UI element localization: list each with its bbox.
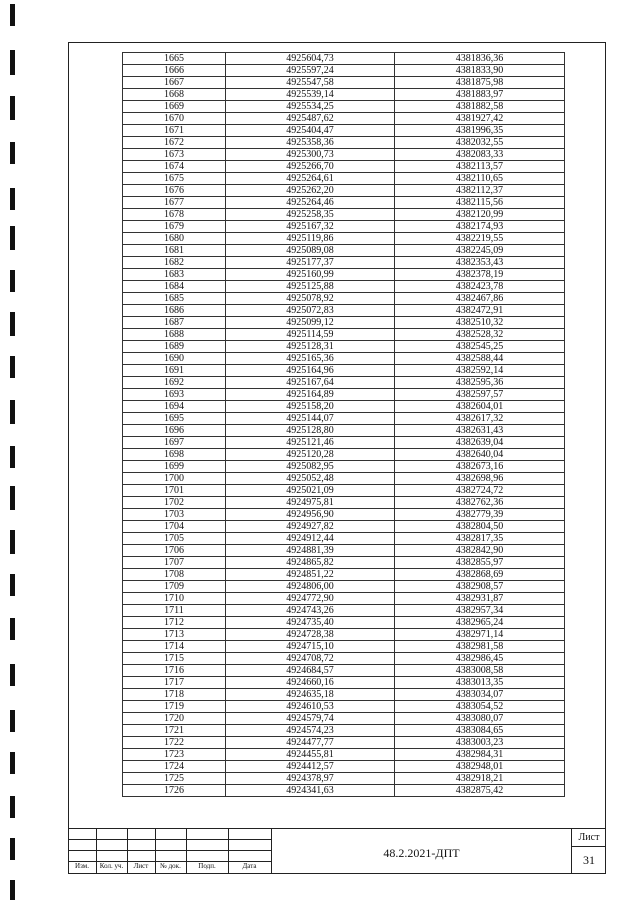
point-number-cell: 1672 xyxy=(123,137,226,149)
y-coordinate-cell: 4382597,57 xyxy=(395,389,565,401)
y-coordinate-cell: 4382112,37 xyxy=(395,185,565,197)
binder-mark xyxy=(10,446,15,468)
point-number-cell: 1674 xyxy=(123,161,226,173)
y-coordinate-cell: 4382545,25 xyxy=(395,341,565,353)
y-coordinate-cell: 4383003,23 xyxy=(395,737,565,749)
table-row xyxy=(123,617,565,629)
table-row xyxy=(123,377,565,389)
table-row xyxy=(123,677,565,689)
y-coordinate-cell: 4381875,98 xyxy=(395,77,565,89)
table-row xyxy=(123,569,565,581)
table-row xyxy=(123,221,565,233)
table-row xyxy=(123,281,565,293)
point-number-cell: 1723 xyxy=(123,749,226,761)
table-row xyxy=(123,773,565,785)
grid-line xyxy=(68,839,271,840)
point-number-cell: 1686 xyxy=(123,305,226,317)
label-list: Лист xyxy=(133,862,149,870)
table-row xyxy=(123,485,565,497)
point-number-cell: 1696 xyxy=(123,425,226,437)
table-row xyxy=(123,317,565,329)
y-coordinate-cell: 4382698,96 xyxy=(395,473,565,485)
point-number-cell: 1714 xyxy=(123,641,226,653)
binder-mark xyxy=(10,96,15,120)
point-number-cell: 1719 xyxy=(123,701,226,713)
y-coordinate-cell: 4382724,72 xyxy=(395,485,565,497)
table-row xyxy=(123,401,565,413)
x-coordinate-cell: 4925089,08 xyxy=(226,245,395,257)
document-code: 48.2.2021-ДПТ xyxy=(271,829,571,874)
x-coordinate-cell: 4924579,74 xyxy=(226,713,395,725)
x-coordinate-cell: 4925262,20 xyxy=(226,185,395,197)
y-coordinate-cell: 4382083,33 xyxy=(395,149,565,161)
x-coordinate-cell: 4924881,39 xyxy=(226,545,395,557)
table-row xyxy=(123,425,565,437)
point-number-cell: 1722 xyxy=(123,737,226,749)
x-coordinate-cell: 4924956,90 xyxy=(226,509,395,521)
point-number-cell: 1713 xyxy=(123,629,226,641)
point-number-cell: 1675 xyxy=(123,173,226,185)
x-coordinate-cell: 4925078,92 xyxy=(226,293,395,305)
table-row xyxy=(123,605,565,617)
x-coordinate-cell: 4925165,36 xyxy=(226,353,395,365)
y-coordinate-cell: 4382817,35 xyxy=(395,533,565,545)
x-coordinate-cell: 4925160,99 xyxy=(226,269,395,281)
y-coordinate-cell: 4382595,36 xyxy=(395,377,565,389)
table-row xyxy=(123,125,565,137)
table-row xyxy=(123,629,565,641)
point-number-cell: 1681 xyxy=(123,245,226,257)
table-row xyxy=(123,53,565,65)
y-coordinate-cell: 4382640,04 xyxy=(395,449,565,461)
table-row xyxy=(123,545,565,557)
y-coordinate-cell: 4382510,32 xyxy=(395,317,565,329)
x-coordinate-cell: 4925164,96 xyxy=(226,365,395,377)
y-coordinate-cell: 4382120,99 xyxy=(395,209,565,221)
y-coordinate-cell: 4382762,36 xyxy=(395,497,565,509)
sheet-number: 31 xyxy=(583,853,595,867)
point-number-cell: 1706 xyxy=(123,545,226,557)
table-row xyxy=(123,449,565,461)
table-row xyxy=(123,521,565,533)
x-coordinate-cell: 4925258,35 xyxy=(226,209,395,221)
y-coordinate-cell: 4382875,42 xyxy=(395,785,565,797)
table-row xyxy=(123,365,565,377)
binder-mark xyxy=(10,486,15,510)
binder-mark xyxy=(10,4,15,26)
y-coordinate-cell: 4382115,56 xyxy=(395,197,565,209)
y-coordinate-cell: 4382378,19 xyxy=(395,269,565,281)
x-coordinate-cell: 4925099,12 xyxy=(226,317,395,329)
point-number-cell: 1679 xyxy=(123,221,226,233)
title-block xyxy=(68,828,606,874)
x-coordinate-cell: 4925547,58 xyxy=(226,77,395,89)
table-row xyxy=(123,413,565,425)
x-coordinate-cell: 4925121,46 xyxy=(226,437,395,449)
y-coordinate-cell: 4382673,16 xyxy=(395,461,565,473)
table-row xyxy=(123,245,565,257)
point-number-cell: 1684 xyxy=(123,281,226,293)
point-number-cell: 1718 xyxy=(123,689,226,701)
table-row xyxy=(123,653,565,665)
binder-mark xyxy=(10,312,15,336)
binder-mark xyxy=(10,356,15,378)
x-coordinate-cell: 4924341,63 xyxy=(226,785,395,797)
point-number-cell: 1678 xyxy=(123,209,226,221)
x-coordinate-cell: 4925264,46 xyxy=(226,197,395,209)
table-row xyxy=(123,209,565,221)
point-number-cell: 1702 xyxy=(123,497,226,509)
x-coordinate-cell: 4924684,57 xyxy=(226,665,395,677)
x-coordinate-cell: 4924735,40 xyxy=(226,617,395,629)
x-coordinate-cell: 4924477,77 xyxy=(226,737,395,749)
point-number-cell: 1707 xyxy=(123,557,226,569)
table-row xyxy=(123,473,565,485)
table-row xyxy=(123,725,565,737)
x-coordinate-cell: 4924975,81 xyxy=(226,497,395,509)
point-number-cell: 1669 xyxy=(123,101,226,113)
y-coordinate-cell: 4382472,91 xyxy=(395,305,565,317)
y-coordinate-cell: 4382981,58 xyxy=(395,641,565,653)
y-coordinate-cell: 4382639,04 xyxy=(395,437,565,449)
point-number-cell: 1716 xyxy=(123,665,226,677)
x-coordinate-cell: 4924851,22 xyxy=(226,569,395,581)
label-signature: Подп. xyxy=(198,862,216,870)
point-number-cell: 1666 xyxy=(123,65,226,77)
y-coordinate-cell: 4383034,07 xyxy=(395,689,565,701)
table-row xyxy=(123,497,565,509)
grid-line xyxy=(68,850,271,851)
table-row xyxy=(123,761,565,773)
x-coordinate-cell: 4924728,38 xyxy=(226,629,395,641)
point-number-cell: 1682 xyxy=(123,257,226,269)
table-row xyxy=(123,269,565,281)
table-row xyxy=(123,197,565,209)
table-row xyxy=(123,185,565,197)
y-coordinate-cell: 4382528,32 xyxy=(395,329,565,341)
x-coordinate-cell: 4924708,72 xyxy=(226,653,395,665)
point-number-cell: 1692 xyxy=(123,377,226,389)
point-number-cell: 1699 xyxy=(123,461,226,473)
table-row xyxy=(123,173,565,185)
x-coordinate-cell: 4925358,36 xyxy=(226,137,395,149)
label-date: Дата xyxy=(242,862,257,870)
x-coordinate-cell: 4925082,95 xyxy=(226,461,395,473)
x-coordinate-cell: 4925300,73 xyxy=(226,149,395,161)
point-number-cell: 1665 xyxy=(123,53,226,65)
label-kol-uch: Кол. уч. xyxy=(99,862,124,870)
x-coordinate-cell: 4924912,44 xyxy=(226,533,395,545)
x-coordinate-cell: 4925167,32 xyxy=(226,221,395,233)
y-coordinate-cell: 4382986,45 xyxy=(395,653,565,665)
binder-mark xyxy=(10,142,15,164)
table-row xyxy=(123,785,565,797)
table-row xyxy=(123,461,565,473)
x-coordinate-cell: 4925144,07 xyxy=(226,413,395,425)
revision-grid xyxy=(68,829,271,874)
table-row xyxy=(123,293,565,305)
y-coordinate-cell: 4382604,01 xyxy=(395,401,565,413)
point-number-cell: 1668 xyxy=(123,89,226,101)
x-coordinate-cell: 4925177,37 xyxy=(226,257,395,269)
table-row xyxy=(123,77,565,89)
y-coordinate-cell: 4382113,57 xyxy=(395,161,565,173)
table-row xyxy=(123,149,565,161)
point-number-cell: 1705 xyxy=(123,533,226,545)
x-coordinate-cell: 4925404,47 xyxy=(226,125,395,137)
point-number-cell: 1710 xyxy=(123,593,226,605)
x-coordinate-cell: 4925128,31 xyxy=(226,341,395,353)
binder-mark xyxy=(10,530,15,554)
point-number-cell: 1726 xyxy=(123,785,226,797)
point-number-cell: 1709 xyxy=(123,581,226,593)
table-row xyxy=(123,329,565,341)
point-number-cell: 1693 xyxy=(123,389,226,401)
y-coordinate-cell: 4383008,58 xyxy=(395,665,565,677)
binder-mark xyxy=(10,270,15,292)
point-number-cell: 1701 xyxy=(123,485,226,497)
point-number-cell: 1683 xyxy=(123,269,226,281)
x-coordinate-cell: 4924772,90 xyxy=(226,593,395,605)
point-number-cell: 1694 xyxy=(123,401,226,413)
point-number-cell: 1690 xyxy=(123,353,226,365)
table-row xyxy=(123,713,565,725)
table-row xyxy=(123,233,565,245)
x-coordinate-cell: 4924715,10 xyxy=(226,641,395,653)
x-coordinate-cell: 4924378,97 xyxy=(226,773,395,785)
point-number-cell: 1700 xyxy=(123,473,226,485)
table-row xyxy=(123,593,565,605)
point-number-cell: 1695 xyxy=(123,413,226,425)
y-coordinate-cell: 4382592,14 xyxy=(395,365,565,377)
x-coordinate-cell: 4925125,88 xyxy=(226,281,395,293)
point-number-cell: 1717 xyxy=(123,677,226,689)
table-row xyxy=(123,89,565,101)
x-coordinate-cell: 4925264,61 xyxy=(226,173,395,185)
x-coordinate-cell: 4925114,59 xyxy=(226,329,395,341)
table-row xyxy=(123,749,565,761)
binder-mark xyxy=(10,50,15,75)
x-coordinate-cell: 4925597,24 xyxy=(226,65,395,77)
y-coordinate-cell: 4381996,35 xyxy=(395,125,565,137)
point-number-cell: 1725 xyxy=(123,773,226,785)
y-coordinate-cell: 4382174,93 xyxy=(395,221,565,233)
x-coordinate-cell: 4925120,28 xyxy=(226,449,395,461)
x-coordinate-cell: 4924455,81 xyxy=(226,749,395,761)
sheet-box xyxy=(571,829,606,874)
table-row xyxy=(123,665,565,677)
x-coordinate-cell: 4925266,70 xyxy=(226,161,395,173)
table-row xyxy=(123,161,565,173)
point-number-cell: 1689 xyxy=(123,341,226,353)
binder-mark xyxy=(10,880,15,900)
binder-mark xyxy=(10,226,15,250)
point-number-cell: 1687 xyxy=(123,317,226,329)
x-coordinate-cell: 4924635,18 xyxy=(226,689,395,701)
binder-mark xyxy=(10,574,15,596)
table-row xyxy=(123,641,565,653)
x-coordinate-cell: 4924743,26 xyxy=(226,605,395,617)
point-number-cell: 1677 xyxy=(123,197,226,209)
table-row xyxy=(123,581,565,593)
y-coordinate-cell: 4382931,87 xyxy=(395,593,565,605)
y-coordinate-cell: 4382779,39 xyxy=(395,509,565,521)
point-number-cell: 1688 xyxy=(123,329,226,341)
y-coordinate-cell: 4381927,42 xyxy=(395,113,565,125)
point-number-cell: 1703 xyxy=(123,509,226,521)
point-number-cell: 1670 xyxy=(123,113,226,125)
x-coordinate-cell: 4925119,86 xyxy=(226,233,395,245)
y-coordinate-cell: 4382467,86 xyxy=(395,293,565,305)
binder-mark xyxy=(10,796,15,818)
y-coordinate-cell: 4382032,55 xyxy=(395,137,565,149)
x-coordinate-cell: 4925534,25 xyxy=(226,101,395,113)
x-coordinate-cell: 4925158,20 xyxy=(226,401,395,413)
y-coordinate-cell: 4382423,78 xyxy=(395,281,565,293)
binder-mark xyxy=(10,618,15,640)
x-coordinate-cell: 4925072,83 xyxy=(226,305,395,317)
table-row xyxy=(123,257,565,269)
binder-mark xyxy=(10,710,15,732)
table-row xyxy=(123,533,565,545)
binder-mark xyxy=(10,664,15,686)
point-number-cell: 1715 xyxy=(123,653,226,665)
point-number-cell: 1708 xyxy=(123,569,226,581)
y-coordinate-cell: 4382908,57 xyxy=(395,581,565,593)
x-coordinate-cell: 4924610,53 xyxy=(226,701,395,713)
table-row xyxy=(123,65,565,77)
point-number-cell: 1685 xyxy=(123,293,226,305)
y-coordinate-cell: 4381883,97 xyxy=(395,89,565,101)
y-coordinate-cell: 4382948,01 xyxy=(395,761,565,773)
table-row xyxy=(123,137,565,149)
binder-mark xyxy=(10,838,15,860)
table-row xyxy=(123,737,565,749)
table-row xyxy=(123,557,565,569)
point-number-cell: 1680 xyxy=(123,233,226,245)
x-coordinate-cell: 4924806,00 xyxy=(226,581,395,593)
point-number-cell: 1712 xyxy=(123,617,226,629)
y-coordinate-cell: 4383080,07 xyxy=(395,713,565,725)
sheet-label: Лист xyxy=(572,829,606,847)
y-coordinate-cell: 4381836,36 xyxy=(395,53,565,65)
point-number-cell: 1667 xyxy=(123,77,226,89)
y-coordinate-cell: 4382588,44 xyxy=(395,353,565,365)
label-doc-number: № док. xyxy=(160,862,181,870)
y-coordinate-cell: 4383013,35 xyxy=(395,677,565,689)
y-coordinate-cell: 4383054,52 xyxy=(395,701,565,713)
x-coordinate-cell: 4924927,82 xyxy=(226,521,395,533)
y-coordinate-cell: 4382110,65 xyxy=(395,173,565,185)
point-number-cell: 1704 xyxy=(123,521,226,533)
x-coordinate-cell: 4925604,73 xyxy=(226,53,395,65)
table-row xyxy=(123,509,565,521)
label-izm: Изм. xyxy=(75,862,89,870)
y-coordinate-cell: 4381882,58 xyxy=(395,101,565,113)
y-coordinate-cell: 4383084,65 xyxy=(395,725,565,737)
y-coordinate-cell: 4382868,69 xyxy=(395,569,565,581)
point-number-cell: 1691 xyxy=(123,365,226,377)
point-number-cell: 1676 xyxy=(123,185,226,197)
x-coordinate-cell: 4924574,23 xyxy=(226,725,395,737)
table-row xyxy=(123,437,565,449)
y-coordinate-cell: 4382965,24 xyxy=(395,617,565,629)
coordinates-table-body xyxy=(123,53,565,797)
x-coordinate-cell: 4925167,64 xyxy=(226,377,395,389)
y-coordinate-cell: 4382918,21 xyxy=(395,773,565,785)
y-coordinate-cell: 4382353,43 xyxy=(395,257,565,269)
binder-mark xyxy=(10,188,15,210)
point-number-cell: 1671 xyxy=(123,125,226,137)
y-coordinate-cell: 4382804,50 xyxy=(395,521,565,533)
table-row xyxy=(123,341,565,353)
coordinates-table xyxy=(122,52,565,797)
y-coordinate-cell: 4382984,31 xyxy=(395,749,565,761)
point-number-cell: 1711 xyxy=(123,605,226,617)
x-coordinate-cell: 4925487,62 xyxy=(226,113,395,125)
y-coordinate-cell: 4382842,90 xyxy=(395,545,565,557)
binder-mark xyxy=(10,752,15,774)
table-row xyxy=(123,701,565,713)
x-coordinate-cell: 4924412,57 xyxy=(226,761,395,773)
y-coordinate-cell: 4382971,14 xyxy=(395,629,565,641)
y-coordinate-cell: 4382957,34 xyxy=(395,605,565,617)
y-coordinate-cell: 4382617,32 xyxy=(395,413,565,425)
x-coordinate-cell: 4925128,80 xyxy=(226,425,395,437)
point-number-cell: 1698 xyxy=(123,449,226,461)
y-coordinate-cell: 4382855,97 xyxy=(395,557,565,569)
point-number-cell: 1724 xyxy=(123,761,226,773)
y-coordinate-cell: 4382219,55 xyxy=(395,233,565,245)
y-coordinate-cell: 4382631,43 xyxy=(395,425,565,437)
y-coordinate-cell: 4382245,09 xyxy=(395,245,565,257)
table-row xyxy=(123,689,565,701)
table-row xyxy=(123,389,565,401)
table-row xyxy=(123,101,565,113)
table-row xyxy=(123,113,565,125)
table-row xyxy=(123,353,565,365)
x-coordinate-cell: 4924660,16 xyxy=(226,677,395,689)
x-coordinate-cell: 4925021,09 xyxy=(226,485,395,497)
point-number-cell: 1673 xyxy=(123,149,226,161)
point-number-cell: 1721 xyxy=(123,725,226,737)
table-row xyxy=(123,305,565,317)
point-number-cell: 1720 xyxy=(123,713,226,725)
binder-mark xyxy=(10,400,15,424)
x-coordinate-cell: 4925539,14 xyxy=(226,89,395,101)
y-coordinate-cell: 4381833,90 xyxy=(395,65,565,77)
x-coordinate-cell: 4925052,48 xyxy=(226,473,395,485)
x-coordinate-cell: 4925164,89 xyxy=(226,389,395,401)
x-coordinate-cell: 4924865,82 xyxy=(226,557,395,569)
point-number-cell: 1697 xyxy=(123,437,226,449)
